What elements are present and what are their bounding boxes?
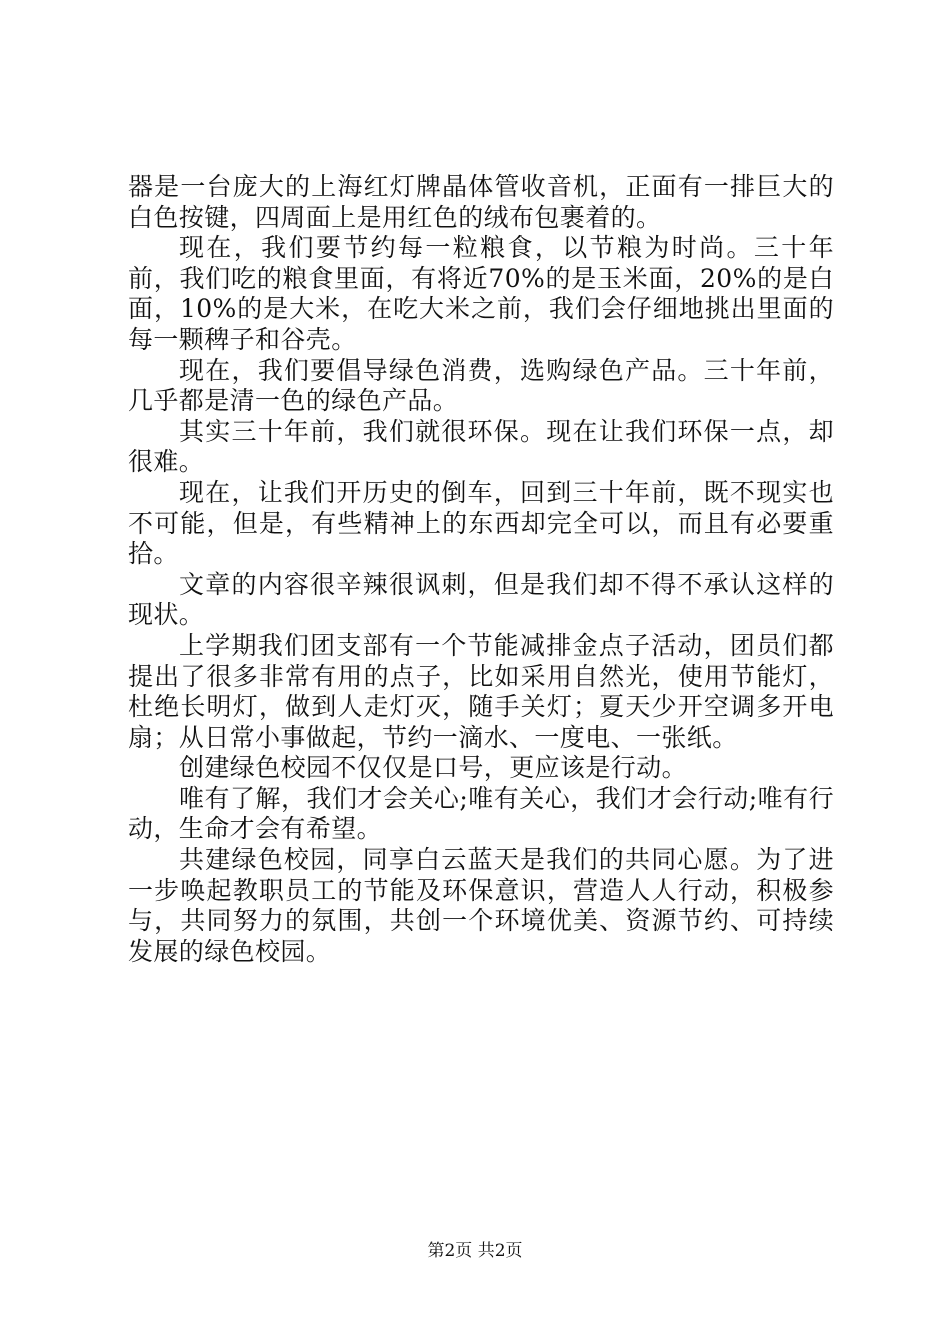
paragraph: 现在，我们要倡导绿色消费，选购绿色产品。三十年前，几乎都是清一色的绿色产品。 <box>128 355 834 416</box>
paragraph: 创建绿色校园不仅仅是口号，更应该是行动。 <box>179 753 688 783</box>
page-total: 共2页 <box>477 1241 523 1261</box>
page-footer <box>0 1240 950 1262</box>
paragraph: 唯有了解，我们才会关心;唯有关心，我们才会行动;唯有行动，生命才会有希望。 <box>128 783 834 844</box>
document-body <box>128 172 834 967</box>
paragraph: 现在，让我们开历史的倒车，回到三十年前，既不现实也不可能，但是，有些精神上的东西却完全可以，而且有必要重拾。 <box>128 477 834 569</box>
paragraph: 其实三十年前，我们就很环保。现在让我们环保一点，却很难。 <box>128 416 834 477</box>
paragraph: 现在，我们要节约每一粒粮食，以节粮为时尚。三十年前，我们吃的粮食里面，有将近70%的是玉米面，20%的是白面，10%的是大米，在吃大米之前，我们会仔细地挑出里面的每一颗稗子和谷壳。 <box>128 233 834 354</box>
paragraph: 共建绿色校园，同享白云蓝天是我们的共同心愿。为了进一步唤起教职员工的节能及环保意识，营造人人行动，积极参与，共同努力的氛围，共创一个环境优美、资源节约、可持续发展的绿色校园。 <box>128 845 834 966</box>
paragraph: 上学期我们团支部有一个节能减排金点子活动，团员们都提出了很多非常有用的点子，比如采用自然光，使用节能灯，杜绝长明灯，做到人走灯灭，随手关灯；夏天少开空调多开电扇；从日常小事做起，节约一滴水、一度电、一张纸。 <box>128 630 834 752</box>
paragraph: 文章的内容很辛辣很讽刺，但是我们却不得不承认这样的现状。 <box>128 569 834 630</box>
page-number: 第2页 <box>427 1241 473 1261</box>
paragraph: 器是一台庞大的上海红灯牌晶体管收音机，正面有一排巨大的白色按键，四周面上是用红色的绒布包裹着的。 <box>128 172 834 232</box>
